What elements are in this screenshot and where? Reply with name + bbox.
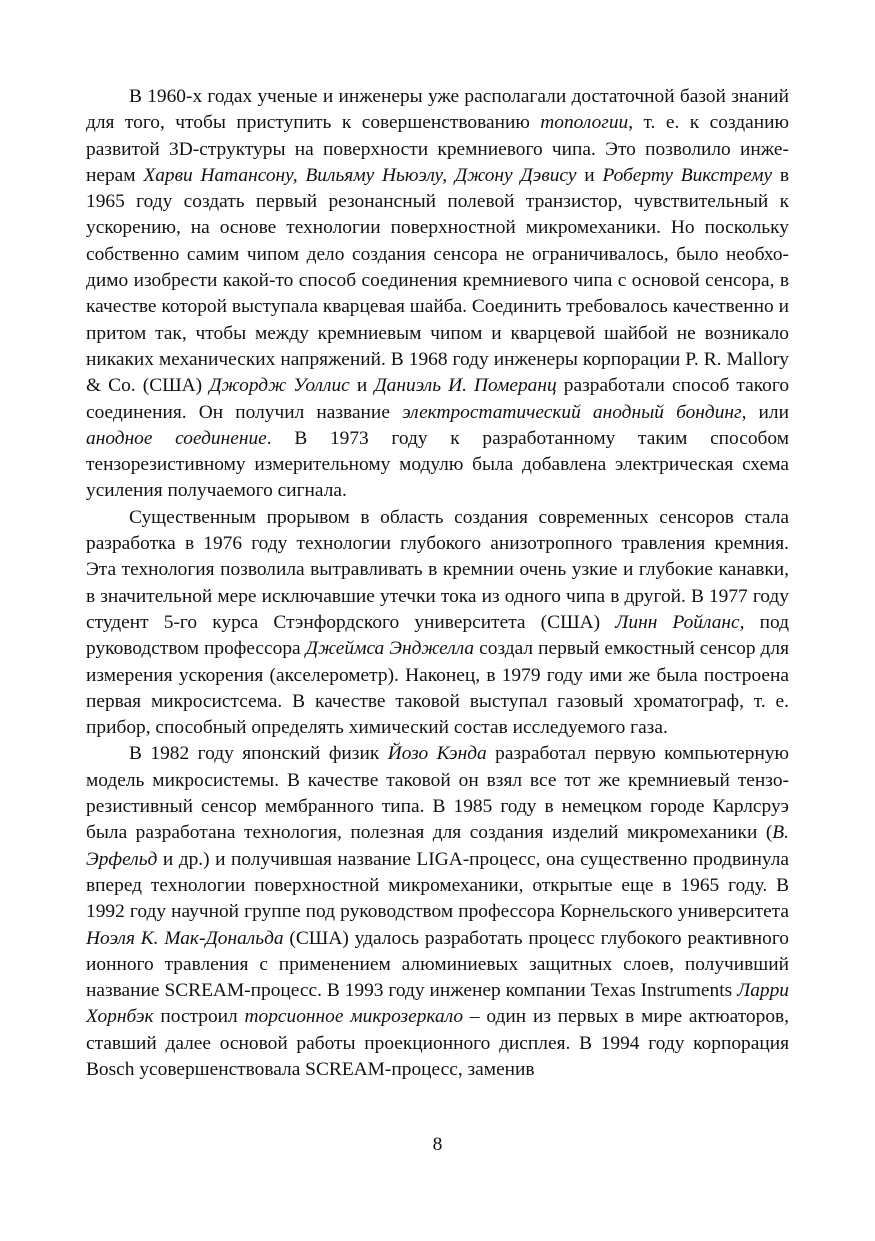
text-run: создал первый емкостный сенсор для измерения ускорения (акселерометр). Наконец, в 1979 году ими же была построена первая микросистсема. В качестве таковой выступал газовый хроматограф, т. е. прибор, способный определять химический состав исследуемого газа. bbox=[86, 638, 789, 739]
italic-term: анодное соединение bbox=[86, 427, 267, 449]
text-run: Существенным прорывом в область создания современных сенсоров стала разработка в 1976 году технологии глубокого анизотропного травления кремния. Эта технология позволила вытравливать в кремнии очень узкие и глубокие канавки, в значительной мере исключавшие утечки тока из одного чипа в другой. В 1977 году студент 5-го курса Стэнфордского университета (США) bbox=[86, 506, 789, 633]
italic-term: топологии bbox=[540, 112, 629, 134]
text-run: В 1982 году японский физик bbox=[129, 743, 388, 765]
italic-term: Йозо Кэнда bbox=[387, 743, 487, 765]
page-number: 8 bbox=[432, 1134, 443, 1155]
italic-term: Линн Ройланс bbox=[615, 611, 740, 633]
text-run: . В 1973 году к разработанному таким способом тензорезистивному измерительному модулю была добавлена электрическая схема усиления получаемого сигнала. bbox=[86, 427, 790, 502]
text-run: в 1965 году создать первый резонансный полевой транзистор, чувствительный к ускорению, на основе технологии поверхностной микромеханики. Но поскольку собственно самим чипом дело создания сенсора не ограничивалось, было необходимо изобрести какой-то способ соединения кремниевого чипа с основой сенсора, в качестве которой выступала кварцевая шайба. Соединить требовалось качественно и притом так, чтобы между кремниевым чипом и кварцевой шайбой не возникало никаких механических напряжений. В 1968 году инженеры корпорации P. R. Mallory & Co. (США) bbox=[86, 164, 789, 397]
italic-term: Джеймса Энджелла bbox=[305, 638, 475, 660]
italic-term: Роберту Викстрему bbox=[602, 164, 773, 186]
italic-term: Ноэля К. Мак-Дональда bbox=[86, 927, 284, 949]
paragraph bbox=[86, 505, 789, 742]
text-run: , или bbox=[741, 401, 789, 423]
text-run: – один из первых в мире актюаторов, ставший далее основой работы проекционного дисплея. В 1994 году корпорация Bosch усовершенствовала SCREAM-процесс, заменив bbox=[86, 1006, 790, 1080]
text-run: и др.) и получившая название LIGA-процесс, она существенно продвинула вперед технологии поверхностной микромеханики, открытые еще в 1965 году. В 1992 году научной группе под руководством профессора Корнельского университета bbox=[86, 848, 789, 923]
text-run: , под руководством профессора bbox=[86, 611, 790, 660]
italic-term: В. Эрфельд bbox=[86, 822, 789, 870]
paragraph bbox=[86, 84, 789, 505]
text-run: разработал первую компьютерную модель микросистемы. В качестве таковой он взял все тот же кремниевый тензорезистивный сенсор мембранного типа. В 1985 году в немецком городе Карлсруэ была разработана технология, полезная для создания изделий микромеханики ( bbox=[86, 743, 789, 844]
italic-term: Даниэль И. Померанц bbox=[374, 375, 557, 397]
page-body bbox=[86, 84, 789, 1083]
text-run: и bbox=[349, 375, 375, 397]
italic-term: электростатический анодный бондинг bbox=[402, 401, 742, 423]
italic-term: торсионное микрозеркало bbox=[244, 1006, 464, 1028]
text-run: построил bbox=[153, 1006, 245, 1028]
text-run: , т. е. к созданию развитой 3D-структуры на поверхности кремниевого чипа. Это позволило инженерам bbox=[86, 112, 789, 186]
italic-term: Харви Натансону, Вильяму Ньюэлу, Джону Дэвису bbox=[143, 164, 577, 186]
italic-term: Ларри Хорнбэк bbox=[86, 980, 789, 1028]
text-run: разработали способ такого соединения. Он получил название bbox=[86, 375, 790, 423]
paragraph bbox=[86, 741, 789, 1083]
text-run: и bbox=[576, 164, 603, 186]
text-run: (США) удалось разработать процесс глубокого реактивного ионного травления с применением алюминиевых защитных слоев, получивший название SCREAM-процесс. В 1993 году инженер компании Texas Instruments bbox=[86, 927, 790, 1002]
text-run: В 1960-х годах ученые и инженеры уже располагали достаточной базой знаний для того, чтобы приступить к совершенствованию bbox=[86, 86, 789, 134]
italic-term: Джордж Уоллис bbox=[209, 375, 350, 397]
